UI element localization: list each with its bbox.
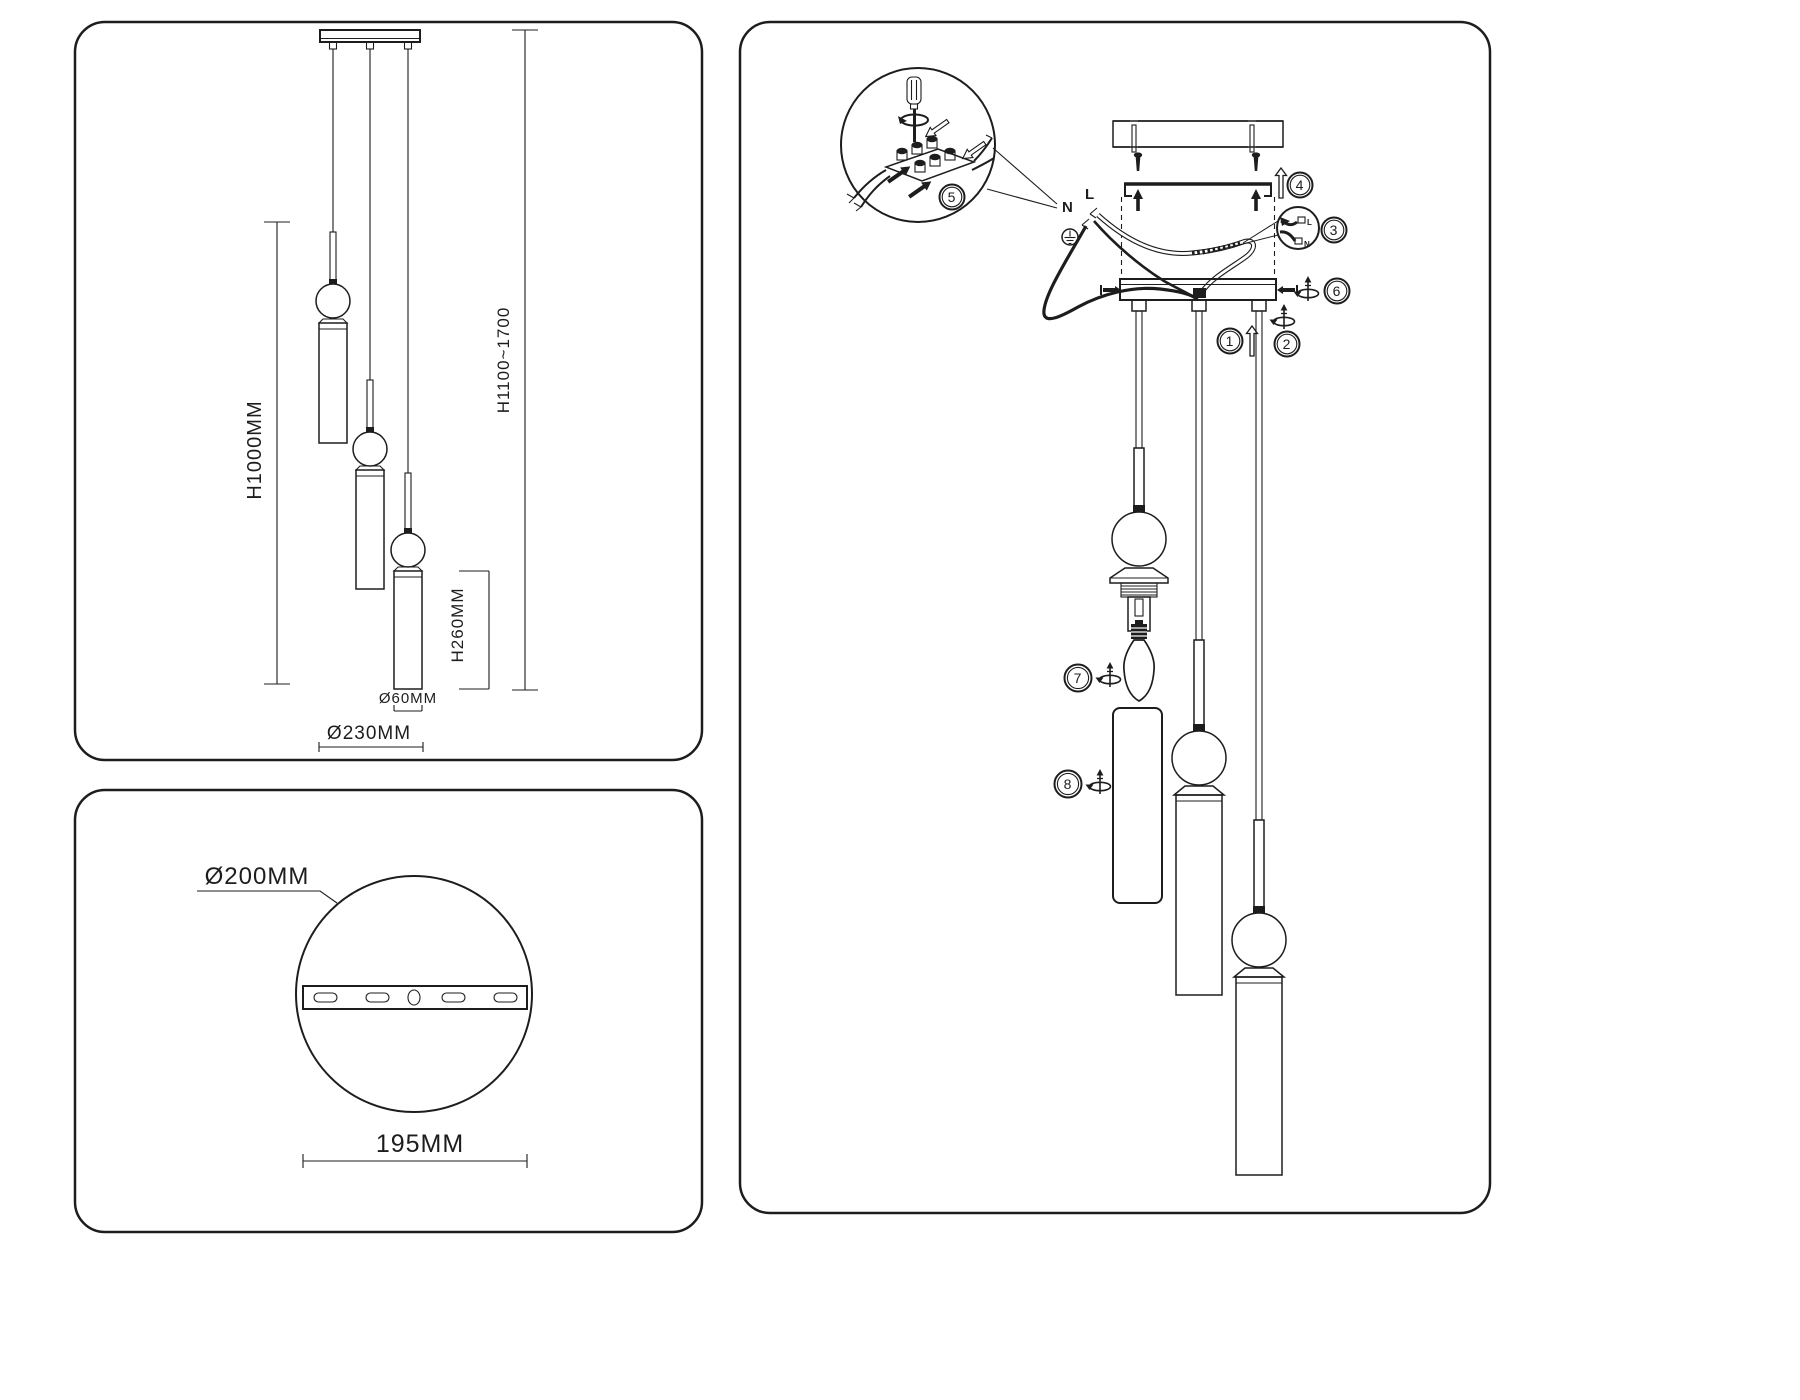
ceiling-plate-top-view [296,876,532,1112]
pendant-lamp-3 [391,49,425,689]
cord-grip [1132,300,1146,311]
lamp-sphere [1172,731,1226,785]
lamp-shade [1236,977,1282,1175]
step-6-badge [1325,279,1350,304]
step-6-number: 6 [1332,283,1342,299]
dimension-fixture-diameter [319,723,423,752]
step-5-badge [940,185,965,210]
mounting-bracket-plate [303,986,527,1009]
bracket-slot [442,993,465,1002]
step-5-number: 5 [947,189,957,205]
screwdriver-icon [898,77,928,142]
bracket-center-hole [408,990,420,1005]
push-up-arrow-icon [1276,168,1287,198]
step-3-badge [1322,218,1347,243]
socket-thread [1121,583,1157,597]
step-4-number: 4 [1295,177,1305,193]
dimension-height-main [244,222,290,684]
dimension-shade-diameter [379,690,437,711]
pendant-lamp-2 [353,49,387,589]
step-1-badge [1218,329,1243,354]
bracket-bolt-icon [1133,189,1143,211]
wire-live-label: L [1085,186,1096,203]
screw-rotation-icon [1086,769,1111,794]
dimension-height-range [494,30,538,690]
dimension-shade-height [448,571,489,689]
mounting-screw-icon [1252,152,1260,171]
screw-rotation-icon [1270,304,1295,329]
lamp-shade [394,571,422,689]
bracket-bolt-icon [1251,189,1261,211]
mounting-screw-icon [1134,152,1142,171]
step-2-badge [1275,332,1300,357]
dim-shade-height-label: H260MM [448,587,467,663]
connector-live-label: L [1307,218,1313,227]
bracket-slot [366,993,389,1002]
connector-detail-circle [1277,207,1319,249]
dim-shade-diameter-label: Ø60MM [378,690,438,707]
suspension-cord [1136,311,1142,448]
connector-neutral-label: N [1304,240,1311,249]
dimension-plate-diameter [197,863,337,903]
install-lamp-1 [1110,311,1168,903]
lamp-shade [356,470,384,589]
suspension-cord [1196,311,1202,640]
suspension-cord [1256,311,1262,820]
step-3-number: 3 [1329,222,1339,238]
dim-plate-diameter-label: Ø200MM [204,863,310,890]
bracket-slot [494,993,517,1002]
install-lamp-3 [1232,311,1286,1175]
lamp-sphere [316,284,350,318]
dimensions-panel-border [75,22,702,760]
screw-rotation-icon [1096,662,1121,687]
ceiling-hatch [1113,120,1283,171]
dim-fixture-diameter-label: Ø230MM [326,723,412,744]
lamp-sphere [391,533,425,567]
wire-neutral-label: N [1062,199,1074,216]
dimension-hole-spacing [303,1130,527,1168]
bracket-slot [314,993,337,1002]
bulb-icon [1124,620,1154,701]
step-2-number: 2 [1282,336,1292,352]
lamp-shade [1113,708,1162,903]
canopy [1101,279,1297,311]
terminal-block-icon [847,117,994,211]
lamp-shade [1176,795,1222,995]
lamp-sphere [1112,512,1166,566]
pendant-lamp-1 [316,49,350,443]
installation-panel [740,22,1490,1213]
step-4-badge [1288,173,1313,198]
supply-wires [1044,186,1278,319]
step-1-number: 1 [1225,333,1235,349]
step-8-badge [1055,771,1082,798]
dim-hole-spacing-label: 195MM [375,1130,465,1158]
neutral-wire [1044,226,1197,319]
dim-height-main-label: H1000MM [244,400,266,500]
mounting-plate-panel [75,790,702,1232]
cord-grip [1252,300,1266,311]
install-lamp-2 [1172,311,1226,995]
mounting-bracket [1124,184,1272,211]
dimensions-panel [75,22,702,760]
ceiling-plate [320,30,420,49]
dim-height-range-label: H1100~1700 [494,306,513,414]
leader-line [993,148,1057,204]
step-7-badge [1065,665,1092,692]
plate-panel-border [75,790,702,1232]
wiring-detail-circle [841,68,1057,222]
socket-flange [1110,568,1168,583]
leader-line [1203,235,1278,254]
step-7-number: 7 [1073,670,1083,686]
lamp-sphere [1232,913,1286,967]
lamp-shade [319,323,347,443]
cord-grip [1192,300,1206,311]
side-screw-icon [1277,285,1297,295]
installation-panel-border [740,22,1490,1213]
lamp-sphere [353,432,387,466]
leader-line [987,189,1057,208]
step-8-number: 8 [1063,776,1073,792]
